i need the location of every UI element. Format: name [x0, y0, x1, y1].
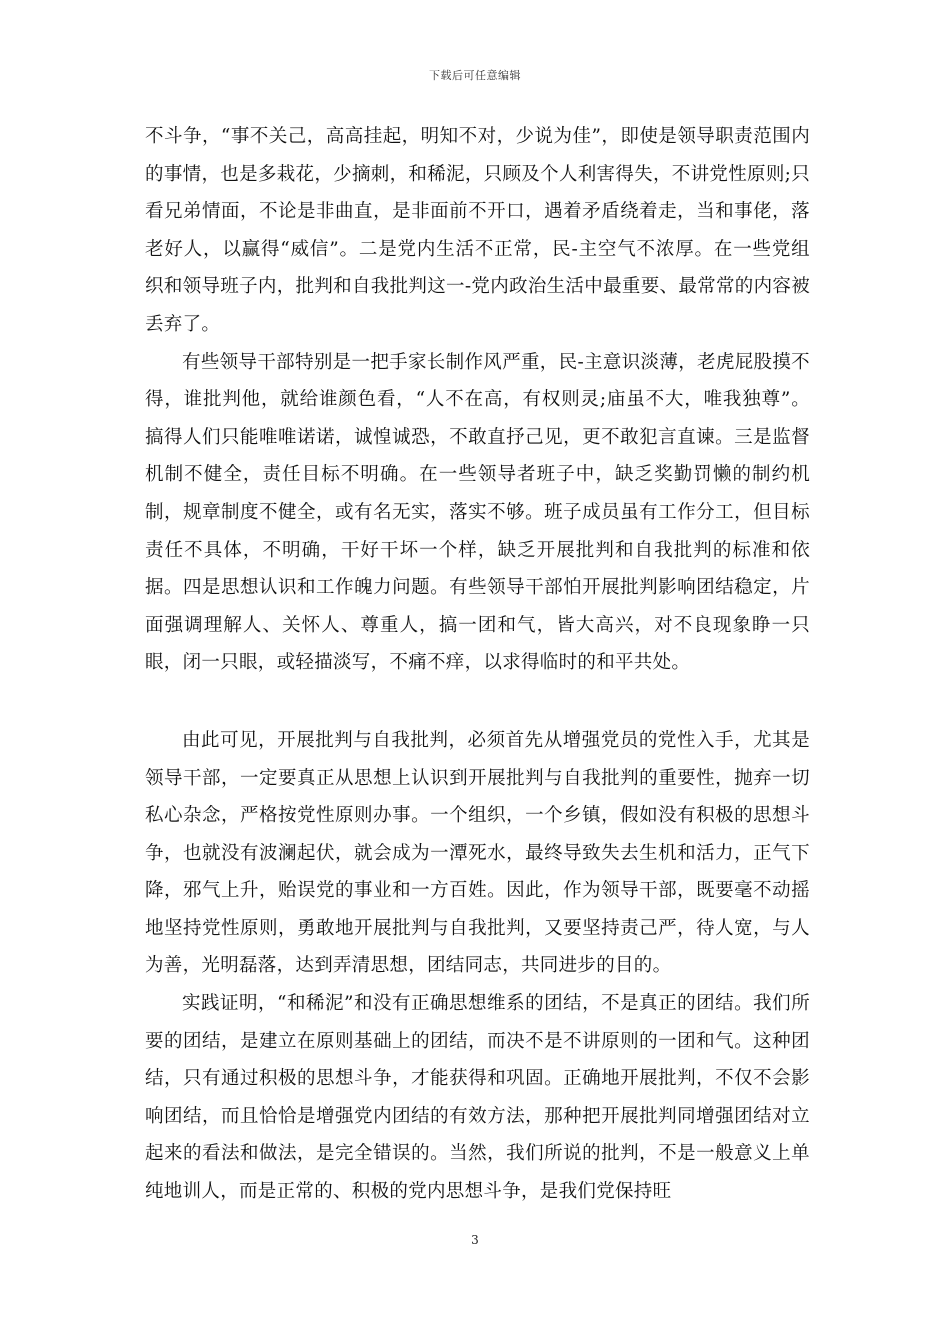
page-header: 下载后可任意编辑	[429, 69, 521, 82]
paragraph-3: 由此可见，开展批判与自我批判，必须首先从增强党员的党性入手，尤其是领导干部，一定要真正从思想上认识到开展批判与自我批判的重要性，抛弃一切私心杂念，严格按党性原则办事。一个组织，一个乡镇，假如没有积极的思想斗争，也就没有波澜起伏，就会成为一潭死水，最终导致失去生机和活力，正气下降，邪气上升，贻误党的事业和一方百姓。因此，作为领导干部，既要毫不动摇地坚持党性原则，勇敢地开展批判与自我批判，又要坚持责己严，待人宽，与人为善，光明磊落，达到弄清思想，团结同志，共同进步的目的。	[145, 729, 810, 977]
paragraph-4: 实践证明，“和稀泥”和没有正确思想维系的团结，不是真正的团结。我们所要的团结，是建立在原则基础上的团结，而决不是不讲原则的一团和气。这种团结，只有通过积极的思想斗争，才能获得和巩固。正确地开展批判，不仅不会影响团结，而且恰恰是增强党内团结的有效方法，那种把开展批判同增强团结对立起来的看法和做法，是完全错误的。当然，我们所说的批判，不是一般意义上单纯地训人，而是正常的、积极的党内思想斗争，是我们党保持旺	[145, 993, 810, 1203]
paragraph-gap	[145, 682, 810, 722]
paragraph-1: 不斗争，“事不关己，高高挂起，明知不对，少说为佳”，即使是领导职责范围内的事情，也是多栽花，少摘刺，和稀泥，只顾及个人利害得失，不讲党性原则;只看兄弟情面，不论是非曲直，是非面前不开口，遇着矛盾绕着走，当和事佬，落老好人，以赢得“威信”。二是党内生活不正常，民-主空气不浓厚。在一些党组织和领导班子内，批判和自我批判这一-党内政治生活中最重要、最常常的内容被丢弃了。	[145, 126, 810, 335]
page-number: 3	[471, 1233, 479, 1247]
paragraph-2: 有些领导干部特别是一把手家长制作风严重，民-主意识淡薄，老虎屁股摸不得，谁批判他，就给谁颜色看，“人不在高，有权则灵;庙虽不大，唯我独尊”。搞得人们只能唯唯诺诺，诚惶诚恐，不敢直抒己见，更不敢犯言直谏。三是监督机制不健全，责任目标不明确。在一些领导者班子中，缺乏奖勤罚懒的制约机制，规章制度不健全，或有名无实，落实不够。班子成员虽有工作分工，但目标责任不具体，不明确，干好干坏一个样，缺乏开展批判和自我批判的标准和依据。四是思想认识和工作魄力问题。有些领导干部怕开展批判影响团结稳定，片面强调理解人、关怀人、尊重人，搞一团和气，皆大高兴，对不良现象睁一只眼，闭一只眼，或轻描淡写，不痛不痒，以求得临时的和平共处。	[145, 351, 810, 674]
document-body	[145, 118, 810, 1211]
